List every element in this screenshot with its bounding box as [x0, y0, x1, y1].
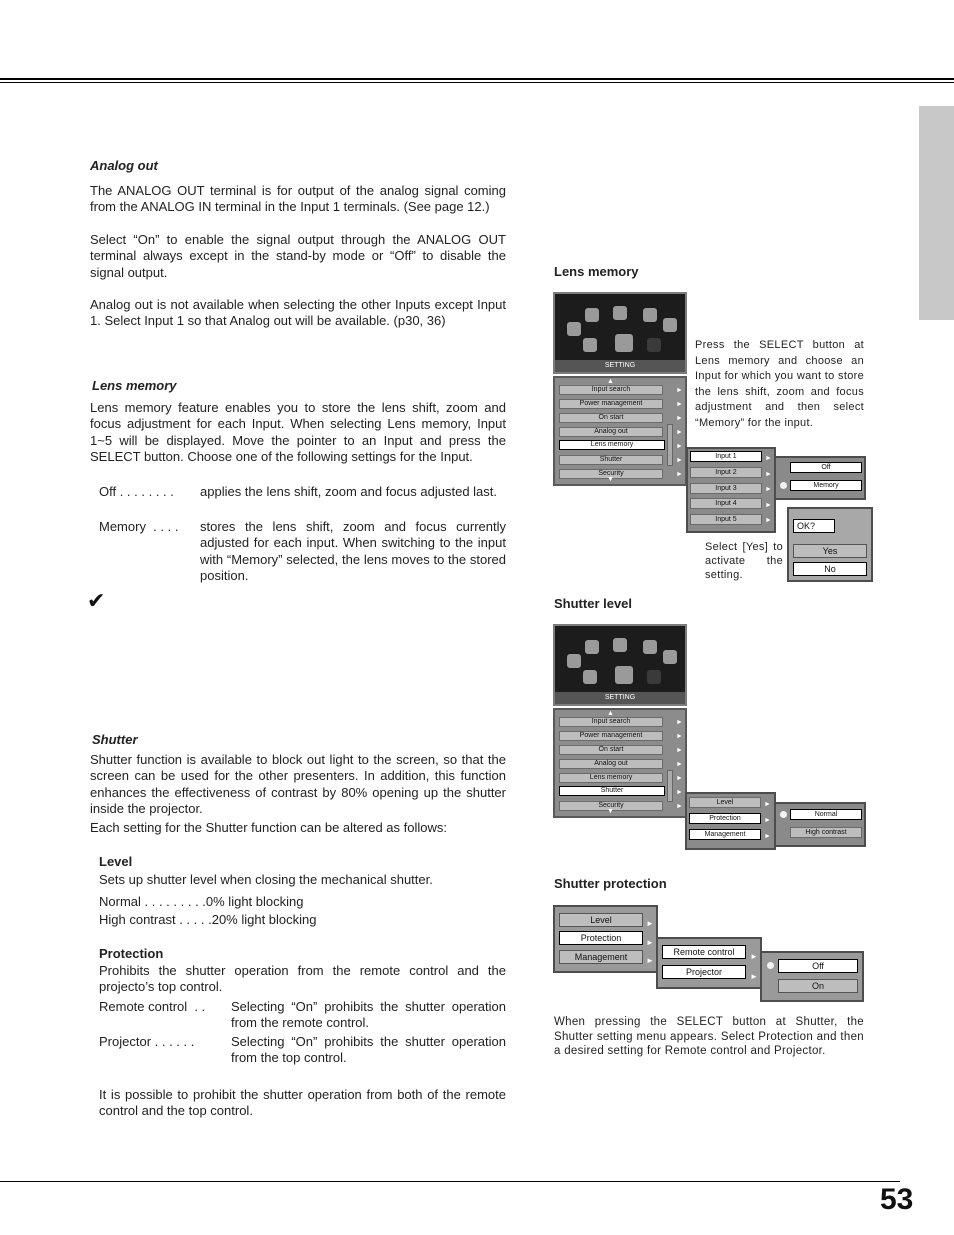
osd-radio-dot-1: [780, 482, 787, 489]
osd-onoff-submenu: [760, 951, 864, 1002]
osd-icon-a: [567, 322, 581, 336]
analog-out-p2: Select “On” to enable the signal output through the ANALOG OUT terminal always except in the stand-by mode or “Off” to disable the signal output.: [90, 232, 506, 280]
osd-icon-e: [663, 318, 677, 332]
osd-menu-shutter-2[interactable]: Shutter: [559, 786, 665, 796]
osd-menu-input-search-1[interactable]: Input search: [559, 385, 663, 395]
osd-menu-power-management-1[interactable]: Power management: [559, 399, 663, 409]
osd-level-options: [774, 802, 866, 847]
osd-submenu-arrows-2: ► ► ► ► ► ► ►: [676, 719, 683, 810]
bottom-rule: [0, 1181, 900, 1182]
osd-icon-h: [647, 338, 661, 352]
lens-memory-p1: Lens memory feature enables you to store the lens shift, zoom and focus adjustment for each Input. When selecting Lens memory, Input 1~5 will be displayed. Move the pointer to an Input and press the SELECT button. Choose one of the following settings for the Input.: [90, 400, 506, 465]
osd-icon-b2: [585, 640, 599, 654]
osd-protection-arrows: ► ►: [750, 952, 758, 981]
osd-shutter-arrows-1: ► ► ►: [764, 801, 771, 840]
osd-shutter-management-2[interactable]: Management: [559, 950, 643, 964]
osd-menu-analog-out-2[interactable]: Analog out: [559, 759, 663, 769]
protection-note: It is possible to prohibit the shutter operation from both of the remote control and the top control.: [99, 1087, 506, 1119]
osd-menu-on-start-2[interactable]: On start: [559, 745, 663, 755]
osd-icon-g: [615, 334, 633, 352]
osd-down-arrow-1: ▼: [607, 476, 614, 483]
osd-confirm-ok: OK?: [793, 519, 835, 533]
level-high: High contrast . . . . .20% light blocking: [99, 912, 317, 927]
osd-lens-options: [774, 456, 866, 500]
osd-confirm-yes[interactable]: Yes: [793, 544, 867, 558]
osd-shutter-management-1[interactable]: Management: [689, 829, 761, 840]
osd-radio-dot-3: [767, 962, 774, 969]
lens-memory-term: Memory . . . .: [99, 519, 179, 534]
osd-icon-d2: [643, 640, 657, 654]
osd-menu-lens-memory-2[interactable]: Lens memory: [559, 773, 663, 783]
osd-menu-analog-out-1[interactable]: Analog out: [559, 427, 663, 437]
osd-scrollbar-2[interactable]: [667, 770, 673, 802]
projector-def: [99, 1034, 506, 1068]
osd-icon-g2: [615, 666, 633, 684]
osd-level-high-contrast[interactable]: High contrast: [790, 827, 862, 838]
osd-up-arrow-1: ▲: [607, 378, 614, 385]
osd-input-1[interactable]: Input 1: [690, 451, 762, 462]
osd-radio-dot-2: [780, 811, 787, 818]
osd-input-5[interactable]: Input 5: [690, 514, 762, 525]
fig-shutter-protection-title: Shutter protection: [554, 876, 667, 891]
remote-desc: Selecting “On” prohibits the shutter operation from the remote control.: [231, 999, 506, 1031]
shutter-p1: Shutter function is available to block out light to the screen, so that the screen can be used for the other presenters. In addition, this function enhances the effectiveness of contrast by 80% opening up the shutter inside the projector.: [90, 752, 506, 817]
osd-icon-e2: [663, 650, 677, 664]
fig-shutter-protection-caption: When pressing the SELECT button at Shutter, the Shutter setting menu appears. Select Protection and then a desired setting for Remote control and Projector.: [554, 1016, 864, 1057]
remote-def: [99, 999, 506, 1033]
osd-icon-b: [585, 308, 599, 322]
level-heading: Level: [99, 854, 133, 869]
top-rule-thin: [0, 82, 954, 83]
osd-setting-menu-1: [553, 376, 687, 486]
fig-lens-memory-caption: Press the SELECT button at Lens memory and choose an Input for which you want to store the lens shift, zoom and focus adjustment and then select “Memory” for the input.: [695, 339, 864, 429]
lens-off-term: Off . . . . . . . .: [99, 484, 174, 499]
osd-setting-bar-1: SETTING: [555, 360, 685, 372]
osd-menu-input-search-2[interactable]: Input search: [559, 717, 663, 727]
protection-desc: Prohibits the shutter operation from the remote control and the projecto’s top control.: [99, 963, 506, 995]
section-tab: [919, 106, 954, 320]
osd-on-option[interactable]: On: [778, 979, 858, 993]
osd-input-arrows: ► ► ► ► ►: [765, 455, 772, 525]
osd-shutter-submenu-1: [685, 792, 776, 850]
fig-yes-caption: Select [Yes] to activate the setting.: [705, 541, 783, 581]
osd-input-2[interactable]: Input 2: [690, 467, 762, 478]
level-normal: Normal . . . . . . . . .0% light blocking: [99, 894, 304, 909]
osd-menu-security-1[interactable]: Security: [559, 469, 663, 479]
osd-menu-power-management-2[interactable]: Power management: [559, 731, 663, 741]
osd-down-arrow-2: ▼: [607, 808, 614, 815]
lens-memory-heading: Lens memory: [92, 378, 177, 393]
osd-menu-shutter-1[interactable]: Shutter: [559, 455, 663, 465]
osd-menu-security-2[interactable]: Security: [559, 801, 663, 811]
osd-level-normal[interactable]: Normal: [790, 809, 862, 820]
osd-icon-panel-1: [553, 292, 687, 374]
projector-desc: Selecting “On” prohibits the shutter operation from the top control.: [231, 1034, 506, 1066]
osd-shutter-protection-2[interactable]: Protection: [559, 931, 643, 945]
osd-up-arrow-2: ▲: [607, 710, 614, 717]
osd-icon-d: [643, 308, 657, 322]
osd-shutter-protection-1[interactable]: Protection: [689, 813, 761, 824]
osd-protection-remote-control[interactable]: Remote control: [662, 945, 746, 959]
projector-term: Projector . . . . . .: [99, 1034, 195, 1049]
osd-off-option[interactable]: Off: [778, 959, 858, 973]
osd-shutter-level-1[interactable]: Level: [689, 797, 761, 808]
osd-menu-on-start-1[interactable]: On start: [559, 413, 663, 423]
lens-memory-desc: stores the lens shift, zoom and focus currently adjusted for each input. When switching to the input with “Memory” selected, the lens moves to the stored position.: [200, 519, 506, 584]
page-number: 53: [880, 1183, 914, 1216]
analog-out-heading: Analog out: [90, 158, 158, 173]
osd-menu-lens-memory-1[interactable]: Lens memory: [559, 440, 665, 450]
osd-icon-a2: [567, 654, 581, 668]
lens-off-desc: applies the lens shift, zoom and focus adjusted last.: [200, 484, 498, 499]
osd-input-4[interactable]: Input 4: [690, 498, 762, 509]
analog-out-p1: The ANALOG OUT terminal is for output of the analog signal coming from the ANALOG IN terminal in the Input 1 terminals. (See page 12.): [90, 183, 506, 215]
osd-setting-bar-2: SETTING: [555, 692, 685, 704]
osd-input-3[interactable]: Input 3: [690, 483, 762, 494]
level-desc: Sets up shutter level when closing the mechanical shutter.: [99, 872, 433, 887]
protection-heading: Protection: [99, 946, 164, 961]
osd-lens-memory-option[interactable]: Memory: [790, 480, 862, 491]
shutter-heading: Shutter: [92, 732, 138, 747]
fig-shutter-level-title: Shutter level: [554, 596, 633, 611]
osd-confirm-no[interactable]: No: [793, 562, 867, 576]
lens-memory-def: [99, 519, 506, 585]
osd-scrollbar-1[interactable]: [667, 424, 673, 466]
analog-out-p3: Analog out is not available when selecting the other Inputs except Input 1. Select Input 1 so that Analog out will be available. (p30, 36): [90, 297, 506, 329]
osd-confirm-dialog: [787, 507, 873, 582]
osd-input-submenu: [686, 447, 776, 533]
osd-icon-c: [613, 306, 627, 320]
osd-protection-submenu: [656, 937, 762, 989]
osd-shutter-submenu-2: [553, 905, 658, 973]
check-icon: ✔: [87, 588, 106, 613]
osd-setting-menu-2: [553, 708, 687, 818]
lens-off-def: [99, 484, 506, 518]
osd-shutter-arrows-2: ► ► ►: [646, 919, 654, 965]
osd-icon-h2: [647, 670, 661, 684]
shutter-p2: Each setting for the Shutter function can be altered as follows:: [90, 820, 447, 835]
osd-icon-c2: [613, 638, 627, 652]
osd-lens-off[interactable]: Off: [790, 462, 862, 473]
osd-icon-panel-2: [553, 624, 687, 706]
osd-shutter-level-2[interactable]: Level: [559, 913, 643, 927]
fig-lens-memory-title: Lens memory: [554, 264, 639, 279]
osd-protection-projector[interactable]: Projector: [662, 965, 746, 979]
top-rule-thick: [0, 78, 954, 80]
osd-submenu-arrows-1: ► ► ► ► ► ► ►: [676, 387, 683, 478]
osd-icon-f2: [583, 670, 597, 684]
remote-term: Remote control . .: [99, 999, 206, 1014]
osd-icon-f: [583, 338, 597, 352]
